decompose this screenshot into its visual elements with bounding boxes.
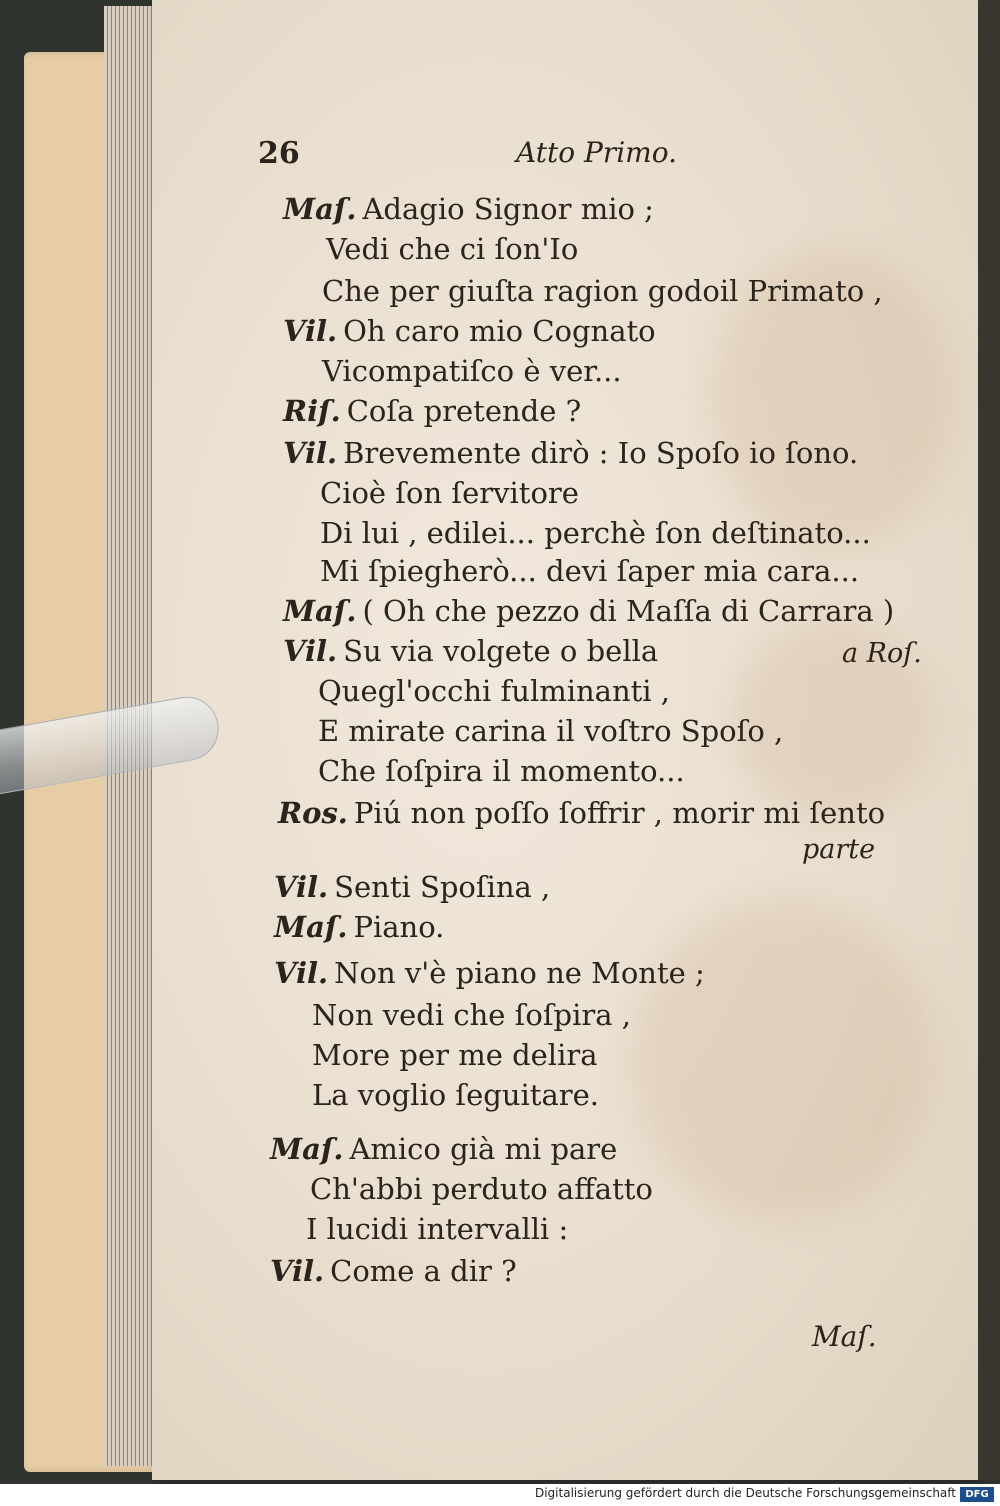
digitization-footer xyxy=(0,1484,1000,1506)
verse-line: Vil. Brevemente dirò : Io Spoſo io ſono. xyxy=(283,436,859,470)
verse-line: Maſ. Piano. xyxy=(274,910,445,944)
dfg-logo-icon: DFG xyxy=(960,1487,994,1502)
running-head: Atto Primo. xyxy=(516,136,677,169)
page-number: 26 xyxy=(258,136,300,171)
verse-line: Vil. Su via volgete o bella xyxy=(283,634,659,668)
verse-line: Vil. Come a dir ? xyxy=(270,1254,517,1288)
verse-line: Ros. Piú non poſſo ſoffrir , morir mi ſento xyxy=(278,796,886,830)
speaker-label: Riſ. xyxy=(283,394,341,428)
speaker-label: Vil. xyxy=(283,314,338,348)
verse-line: E mirate carina il voſtro Spoſo , xyxy=(318,714,784,748)
speaker-label: Vil. xyxy=(283,634,338,668)
funding-credit: Digitalisierung gefördert durch die Deutsche Forschungsgemeinschaft xyxy=(534,1486,956,1500)
verse-line: Che ſoſpira il momento... xyxy=(318,754,685,788)
verse-line: Vedi che ci ſon'Io xyxy=(326,232,579,266)
verse-line: I lucidi intervalli : xyxy=(306,1212,569,1246)
catchword: Maſ. xyxy=(812,1320,877,1353)
speaker-label: Maſ. xyxy=(274,910,348,944)
speaker-label: Vil. xyxy=(274,870,329,904)
speaker-label: Maſ. xyxy=(283,192,357,226)
verse-line: Vil. Non v'è piano ne Monte ; xyxy=(274,956,705,990)
speaker-label: Vil. xyxy=(270,1254,325,1288)
verse-line: Quegl'occhi fulminanti , xyxy=(318,674,671,708)
verse-line: Maſ. Amico già mi pare xyxy=(270,1132,618,1166)
speaker-label: Vil. xyxy=(283,436,338,470)
speaker-label: Maſ. xyxy=(270,1132,344,1166)
verse-line: More per me delira xyxy=(312,1038,598,1072)
verse-line: Che per giuſta ragion godoil Primato , xyxy=(322,274,883,308)
verse-line: Mi ſpiegherò... devi ſaper mia cara... xyxy=(320,554,860,588)
stage-direction: parte xyxy=(802,834,876,865)
verse-line: Non vedi che ſoſpira , xyxy=(312,998,631,1032)
speaker-label: Maſ. xyxy=(283,594,357,628)
verse-line: Vicompatiſco è ver... xyxy=(322,354,622,388)
speaker-label: Vil. xyxy=(274,956,329,990)
verse-line: La voglio ſeguitare. xyxy=(312,1078,599,1112)
verse-line: Maſ. ( Oh che pezzo di Maſſa di Carrara ) xyxy=(283,594,895,628)
verse-line: Vil. Oh caro mio Cognato xyxy=(283,314,656,348)
verse-line: Maſ. Adagio Signor mio ; xyxy=(283,192,654,226)
verse-line: Di lui , edilei... perchè ſon deſtinato... xyxy=(320,516,871,550)
stage-direction: a Roſ. xyxy=(842,638,922,669)
verse-line: Ch'abbi perduto affatto xyxy=(310,1172,653,1206)
verse-line: Cioè ſon ſervitore xyxy=(320,476,579,510)
speaker-label: Ros. xyxy=(278,796,348,830)
verse-line: Riſ. Coſa pretende ? xyxy=(283,394,582,428)
verse-line: Vil. Senti Spoſina , xyxy=(274,870,551,904)
